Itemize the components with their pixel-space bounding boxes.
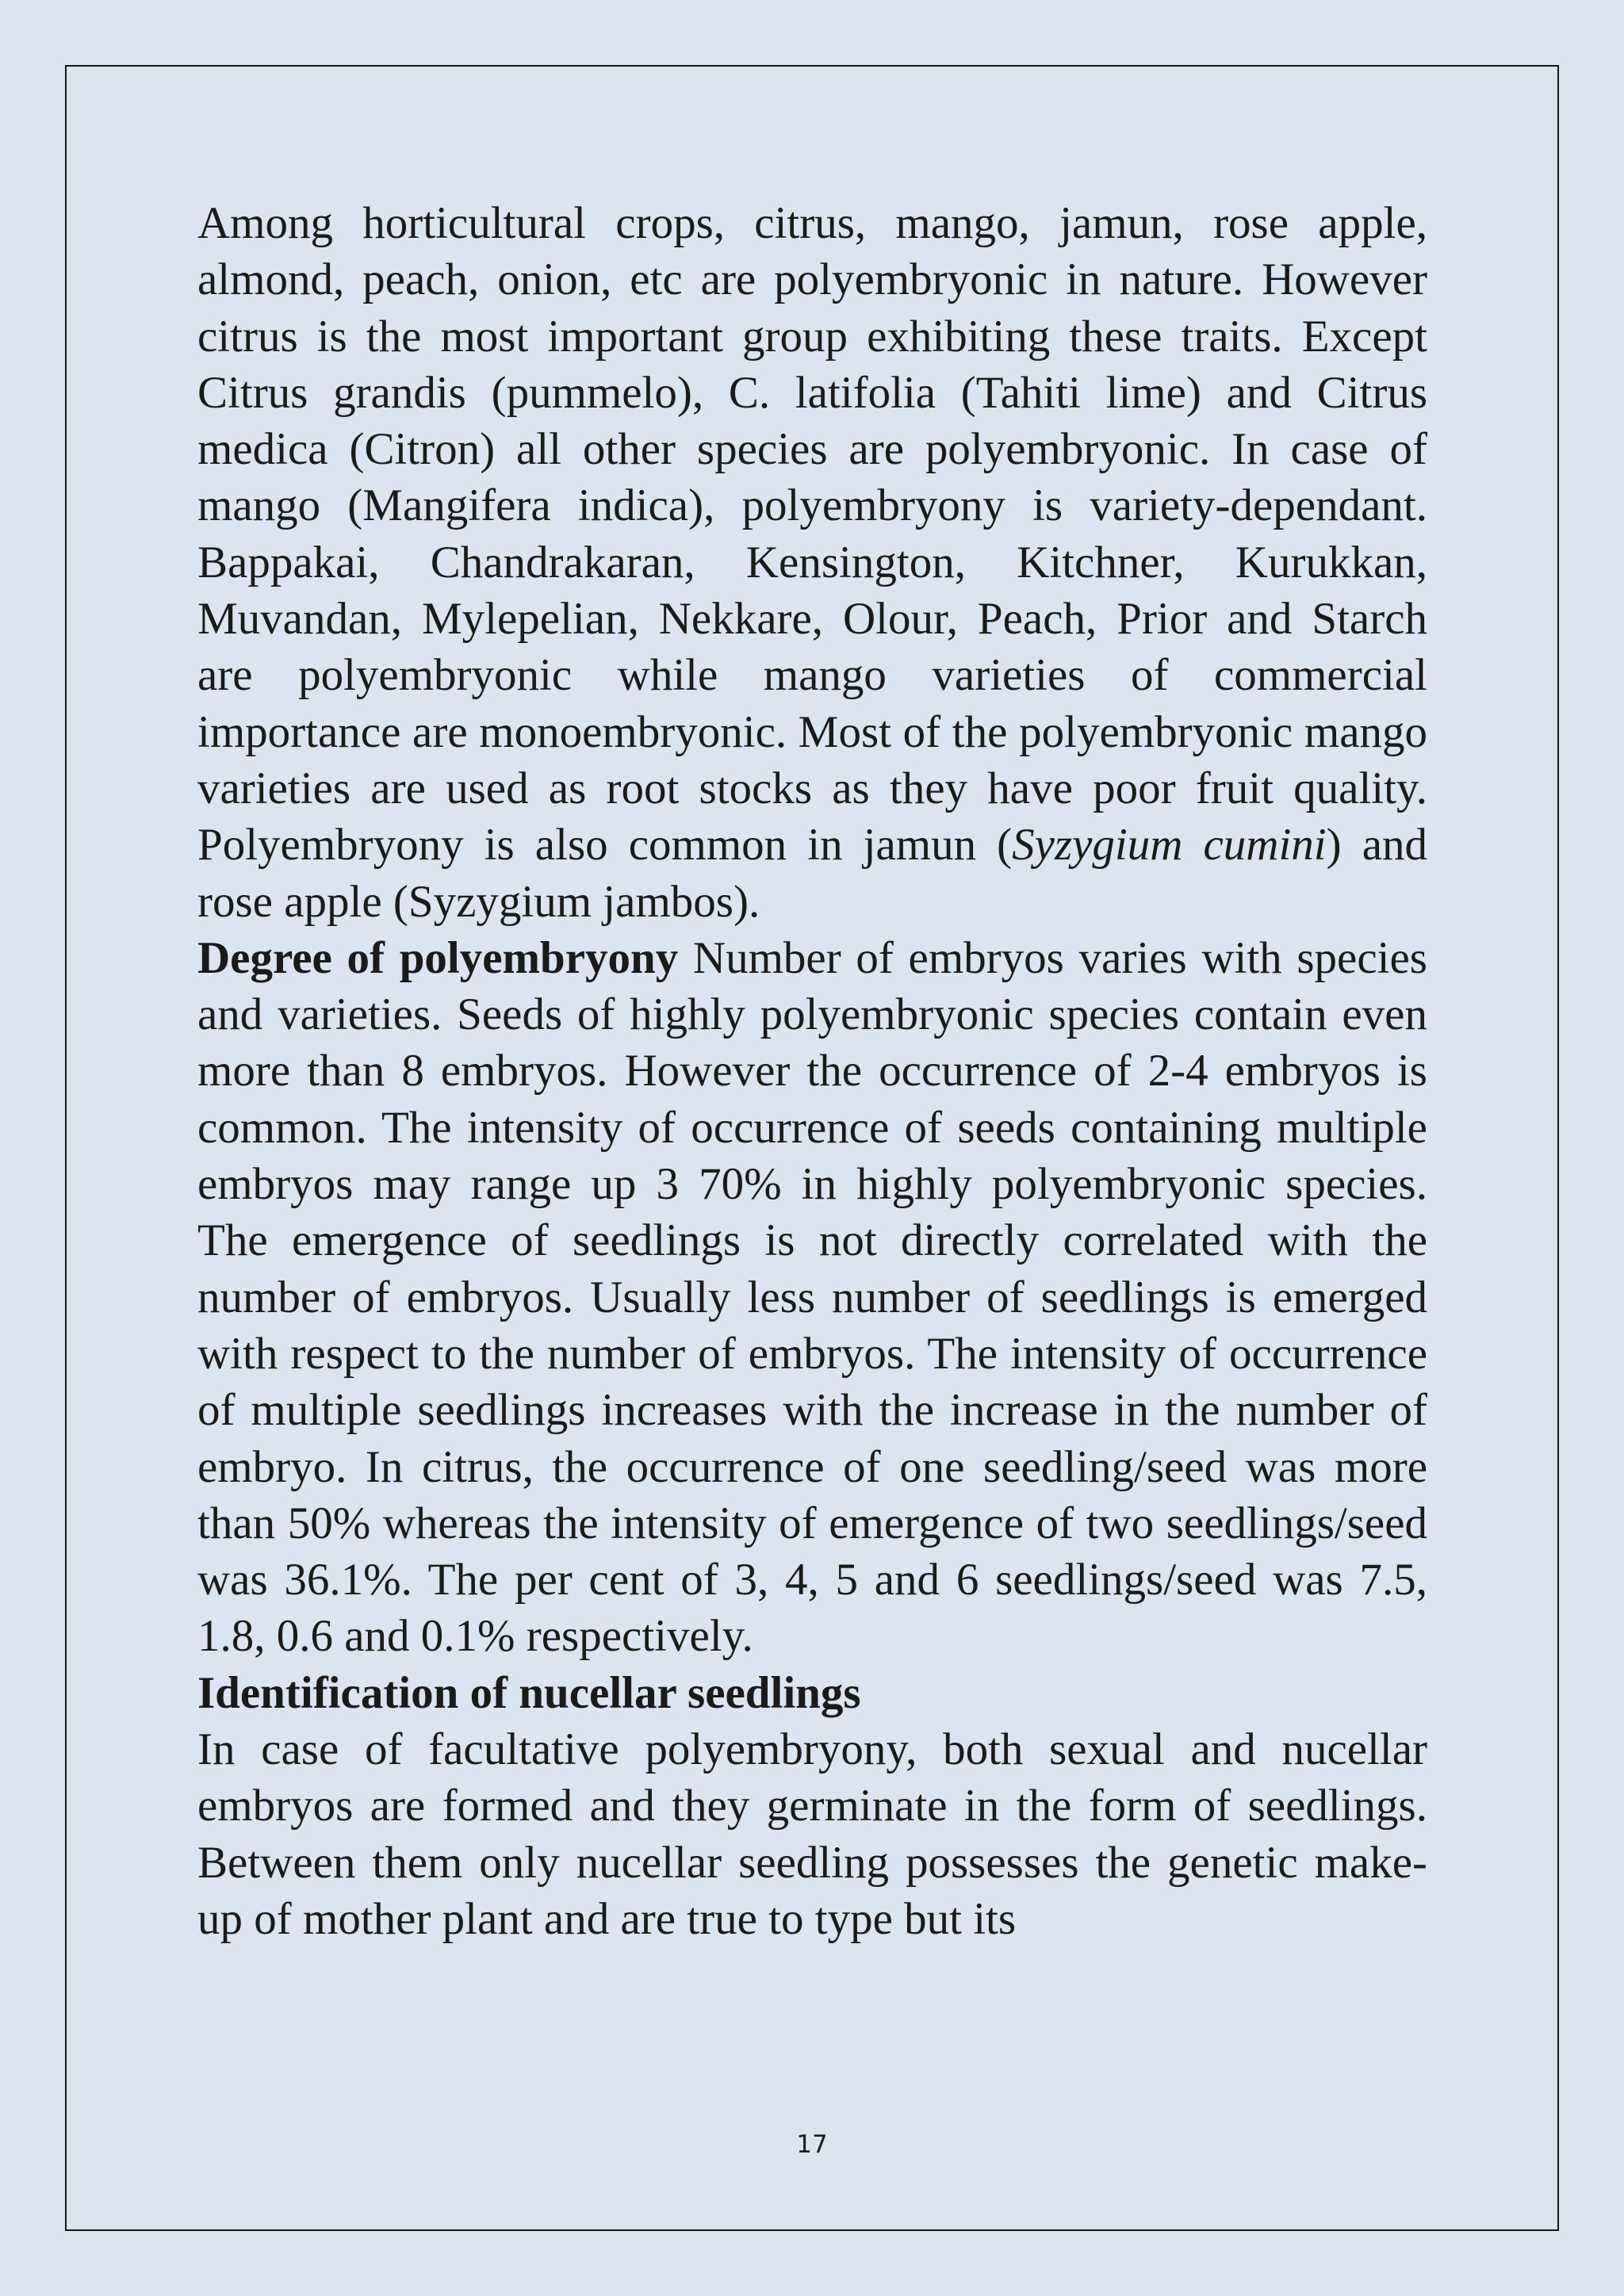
paragraph-text-end: ) and rose apple (Syzygium jambos). (197, 820, 1427, 927)
species-name-italic: Syzygium cumini (1012, 820, 1327, 871)
paragraph-text: Among horticultural crops, citrus, mango, jamun, rose apple, almond, peach, onion, etc are polyembryonic in nature. However citrus is the most important group exhibiting these traits. Except Citrus grandis (pummelo), C. latifolia (Tahiti lime) and Citrus medica (Citron) all other species are polyembryonic. In case of mango (Mangifera indica), polyembryony is variety-dependant. Bappakai, Chandrakaran, Kensington, Kitchner, Kurukkan, Muvandan, Mylepelian, Nekkare, Olour, Peach, Prior and Starch are polyembryonic while mango varieties of commercial importance are monoembryonic. Most of the polyembryonic mango varieties are used as root stocks as they have poor fruit quality. Polyembryony is also common in jamun ( (197, 198, 1427, 871)
page-number: 17 (796, 2130, 828, 2159)
paragraph-degree-of-polyembryony (197, 930, 1427, 1665)
section-heading: Identification of nucellar seedlings (197, 1667, 861, 1718)
paragraph-text: Number of embryos varies with species and varieties. Seeds of highly polyembryonic species contain even more than 8 embryos. However the occurrence of 2-4 embryos is common. The intensity of occurrence of seeds containing multiple embryos may range up 3 70% in highly polyembryonic species. The emergence of seedlings is not directly correlated with the number of embryos. Usually less number of seedlings is emerged with respect to the number of embryos. The intensity of occurrence of multiple seedlings increases with the increase in the number of embryo. In citrus, the occurrence of one seedling/seed was more than 50% whereas the intensity of emergence of two seedlings/seed was 36.1%. The per cent of 3, 4, 5 and 6 seedlings/seed was 7.5, 1.8, 0.6 and 0.1% respectively. (197, 932, 1427, 1662)
inline-heading: Degree of polyembryony (197, 932, 679, 983)
paragraph-identification: In case of facultative polyembryony, both sexual and nucellar embryos are formed and they germinate in the form of seedlings. Between them only nucellar seedling possesses the genetic make-up of mother plant and are true to type but its (197, 1724, 1427, 1944)
paragraph-polyembryonic-crops (197, 195, 1427, 930)
body-text (197, 195, 1427, 1947)
